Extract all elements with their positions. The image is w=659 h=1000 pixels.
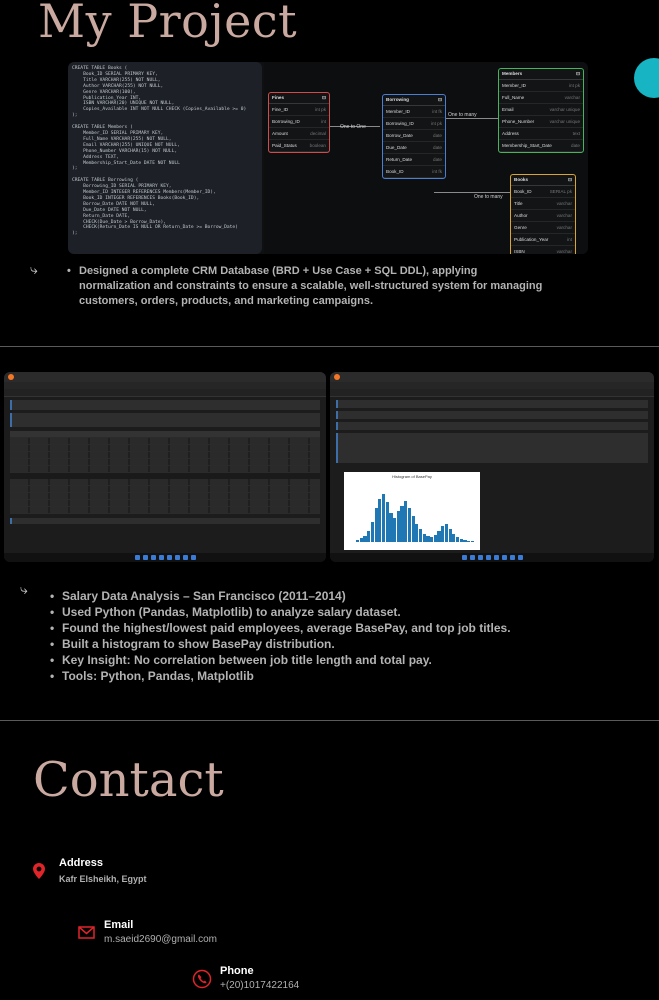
phone-icon xyxy=(192,969,212,989)
section-divider xyxy=(0,346,659,347)
mail-icon xyxy=(78,926,95,939)
project-sql-screenshot[interactable] xyxy=(68,62,588,254)
erd-diagram xyxy=(264,62,588,254)
list-item: • Tools: Python, Pandas, Matplotlib xyxy=(50,668,630,684)
phone-value[interactable]: +(20)1017422164 xyxy=(220,980,300,991)
list-item: • Built a histogram to show BasePay distribution. xyxy=(50,636,630,652)
scroll-to-top-button[interactable] xyxy=(634,58,659,98)
relation-label: One to many xyxy=(448,112,477,118)
list-item: • Salary Data Analysis – San Francisco (2011–2014) xyxy=(50,588,630,604)
return-arrow-icon: ⤷ xyxy=(30,262,38,278)
phone-label: Phone xyxy=(220,965,254,977)
location-pin-icon xyxy=(32,862,46,880)
address-value: Kafr Elsheikh, Egypt xyxy=(59,874,147,884)
basepay-histogram: Histogram of BasePay xyxy=(344,472,480,550)
return-arrow-icon: ⤷ xyxy=(20,582,28,598)
project-jupyter-screenshot-1[interactable] xyxy=(4,372,326,562)
jupyter-logo-icon xyxy=(8,374,14,380)
project2-bullet-list xyxy=(50,588,630,684)
relation-label: One to many xyxy=(474,194,503,200)
project1-description: • Designed a complete CRM Database (BRD + Use Case + SQL DDL), applying normalization and constraints to ensure a scalable, well-structured system for managing customers, orders, products, and marketing campaigns. xyxy=(67,265,543,307)
email-label: Email xyxy=(104,919,134,931)
page-title: My Project xyxy=(38,0,298,48)
project-jupyter-screenshot-2[interactable] xyxy=(330,372,654,562)
contact-title: Contact xyxy=(33,752,224,808)
entity-members: Members ⊡ Member_ID int pk Full_Name varchar Email varchar unique Phone_Number varchar unique Address text Membership_Start_Date date xyxy=(498,68,584,153)
list-item: • Key Insight: No correlation between job title length and total pay. xyxy=(50,652,630,668)
histogram-bar xyxy=(471,541,474,542)
address-label: Address xyxy=(59,857,104,869)
sql-code-block: CREATE TABLE Books ( Book_ID SERIAL PRIMARY KEY, Title VARCHAR(255) NOT NULL, Author VARCHAR(255) NOT NULL, Genre VARCHAR(100), Publication_Year INT, ISBN VARCHAR(20) UNIQUE NOT NULL, Copies_Available INT NOT NULL CHECK (Copies_Available >= 0) ); CREATE TABLE Members ( Member_ID SERIAL PRIMARY KEY, Full_Name VARCHAR(255) NOT NULL, Email VARCHAR(255) UNIQUE NOT NULL, Phone_Number VARCHAR(15) NOT NULL, Address TEXT, Membership_Start_Date DATE NOT NULL ); CREATE TABLE Borrowing ( Borrowing_ID SERIAL PRIMARY KEY, Member_ID INTEGER REFERENCES Members(Member_ID), Book_ID INTEGER REFERENCES Books(Book_ID), Borrow_Date DATE NOT NULL, Due_Date DATE NOT NULL, Return_Date DATE, CHECK(Due_Date > Borrow_Date), CHECK(Return_Date IS NULL OR Return_Date >= Borrow_Date) ); xyxy=(68,62,262,254)
relation-label: One to One xyxy=(340,124,366,130)
list-item: • Found the highest/lowest paid employees, average BasePay, and top job titles. xyxy=(50,620,630,636)
entity-books: Books ⊡ Book_ID SERIAL pk Title varchar Author varchar Genre varchar Publication_Year int ISBN varchar xyxy=(510,174,576,254)
jupyter-logo-icon xyxy=(334,374,340,380)
list-item: • Used Python (Pandas, Matplotlib) to analyze salary dataset. xyxy=(50,604,630,620)
entity-borrowing: Borrowing ⊡ Member_ID int fk Borrowing_ID int pk Borrow_Date date Due_Date date Return_Date date Book_ID int fk xyxy=(382,94,446,179)
entity-fines: Fines ⊡ Fine_ID int pk Borrowing_ID int Amount decimal Paid_Status boolean xyxy=(268,92,330,153)
email-value[interactable]: m.saeid2690@gmail.com xyxy=(104,934,217,945)
section-divider xyxy=(0,720,659,721)
